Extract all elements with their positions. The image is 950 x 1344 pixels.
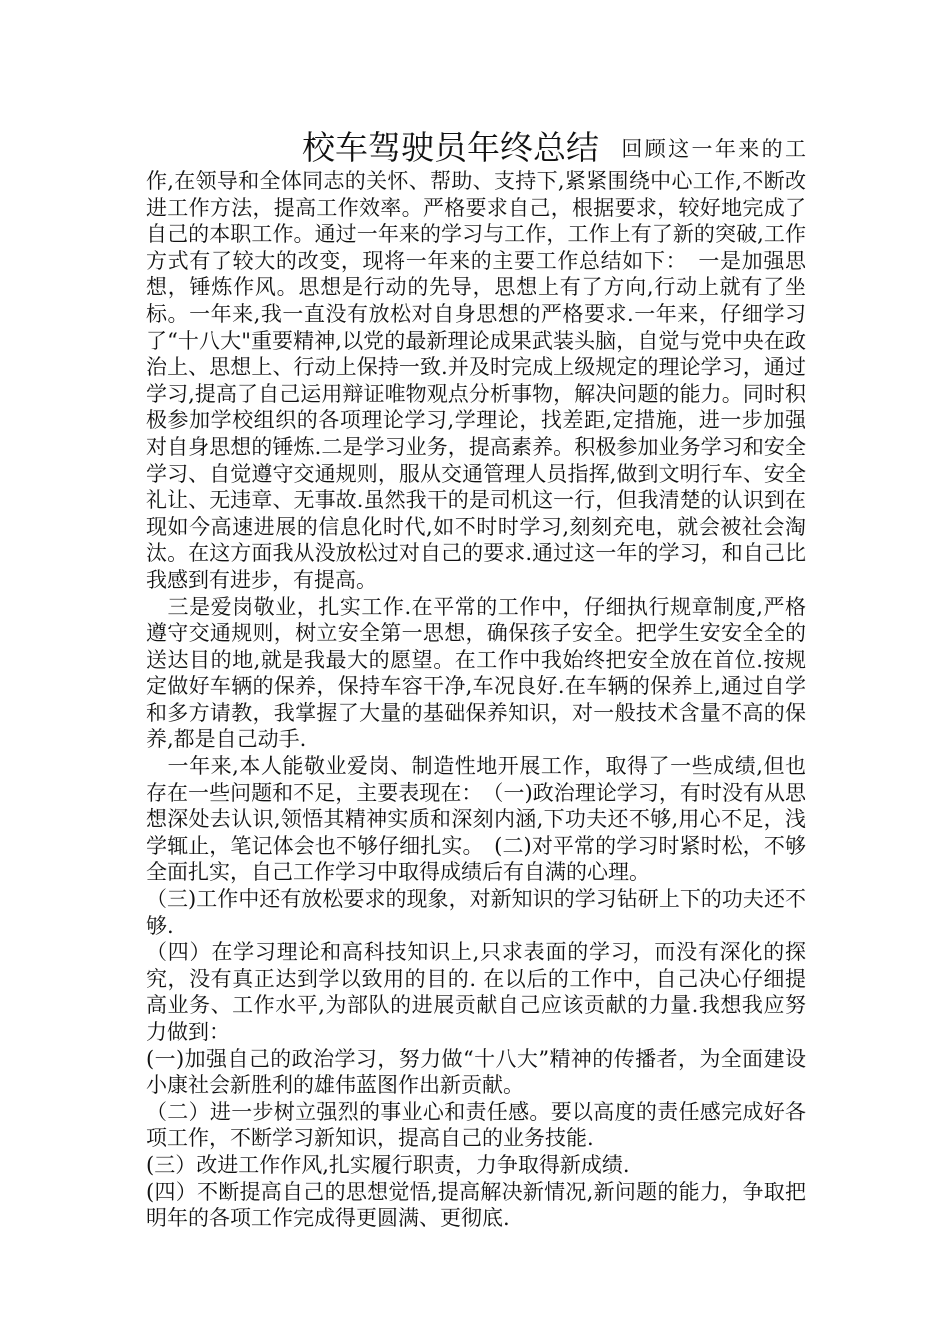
document-title: 校车驾驶员年终总结 [302,128,599,167]
paragraph-2: 三是爱岗敬业，扎实工作.在平常的工作中，仔细执行规章制度,严格遵守交通规则，树立安全第一思想，确保孩子安全。把学生安安全全的送达目的地,就是我最大的愿望。在工作中我始终把安全放在首位.按规定做好车辆的保养，保持车容干净,车况良好.在车辆的保养上,通过自学和多方请教，我掌握了大量的基础保养知识，对一般技术含量不高的保养,都是自己动手. [146,594,806,752]
paragraph-8: (三）改进工作作风,扎实履行职责，力争取得新成绩. [146,1152,630,1177]
paragraph-1 [146,128,806,594]
paragraph-5: （四）在学习理论和高科技知识上,只求表面的学习，而没有深化的探究，没有真正达到学以致用的目的. 在以后的工作中，自己决心仔细提高业务、工作水平,为部队的进展贡献自己应该贡献的力量.我想我应努力做到： [146,940,806,1044]
paragraph-1-text: 回顾这一年来的工作,在领导和全体同志的关怀、帮助、支持下,紧紧围绕中心工作,不断改进工作方法，提高工作效率。严格要求自己，根据要求，较好地完成了自己的本职工作。通过一年来的学习与工作，工作上有了新的突破,工作方式有了较大的改变，现将一年来的主要工作总结如下： 一是加强思想，锤炼作风。思想是行动的先导，思想上有了方向,行动上就有了坐标。一年来,我一直没有放松对自身思想的严格要求.一年来，仔细学习了“十八大"重要精神,以党的最新理论成果武装头脑，自觉与党中央在政治上、思想上、行动上保持一致.并及时完成上级规定的理论学习，通过学习,提高了自己运用辩证唯物观点分析事物，解决问题的能力。同时积极参加学校组织的各项理论学习,学理论，找差距,定措施，进一步加强对自身思想的锤炼.二是学习业务，提高素养。积极参加业务学习和安全学习、自觉遵守交通规则，服从交通管理人员指挥,做到文明行车、安全礼让、无违章、无事故.虽然我干的是司机这一行，但我清楚的认识到在现如今高速进展的信息化时代,如不时时学习,刻刻充电，就会被社会淘汰。在这方面我从没放松过对自己的要求.通过这一年的学习，和自己比我感到有进步，有提高。 [146,137,806,592]
paragraph-6: (一)加强自己的政治学习，努力做“十八大”精神的传播者，为全面建设小康社会新胜利的雄伟蓝图作出新贡献。 [146,1046,806,1098]
paragraph-9: (四）不断提高自己的思想觉悟,提高解决新情况,新问题的能力，争取把明年的各项工作完成得更圆满、更彻底. [146,1179,806,1231]
paragraph-3: 一年来,本人能敬业爱岗、制造性地开展工作，取得了一些成绩,但也存在一些问题和不足，主要表现在： （一)政治理论学习，有时没有从思想深处去认识,领悟其精神实质和深刻内涵,下功夫还不够,用心不足，浅学辄止，笔记体会也不够仔细扎实。 (二)对平常的学习时紧时松，不够全面扎实，自己工作学习中取得成绩后有自满的心理。 [146,754,806,885]
paragraph-4: （三)工作中还有放松要求的现象，对新知识的学习钻研上下的功夫还不够. [146,887,806,938]
document-body [146,128,806,1232]
paragraph-7: （二）进一步树立强烈的事业心和责任感。要以高度的责任感完成好各项工作，不断学习新知识，提高自己的业务技能. [146,1099,806,1151]
